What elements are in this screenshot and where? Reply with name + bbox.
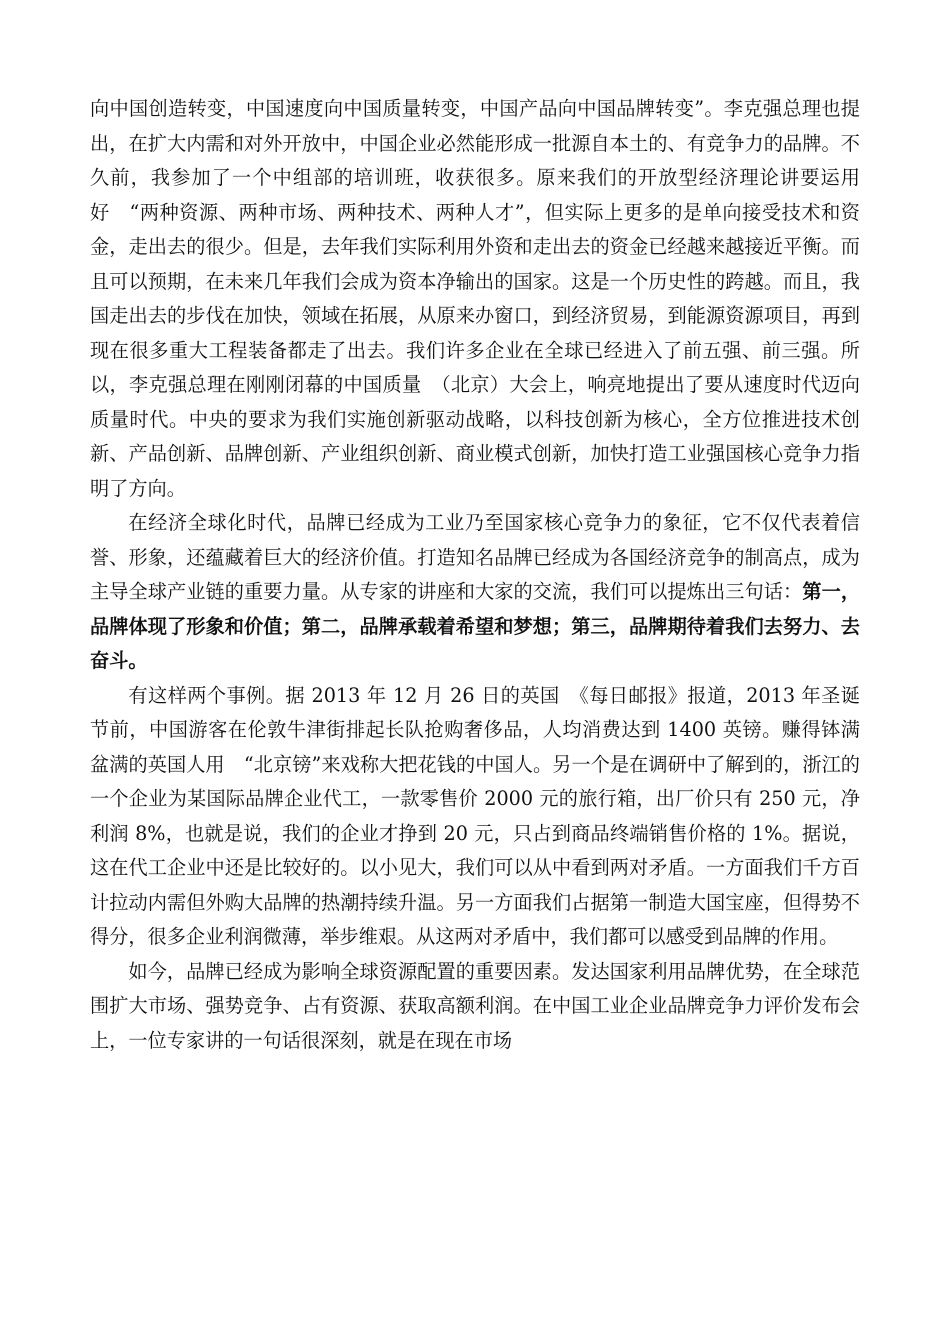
paragraph-4-text: 如今，品牌已经成为影响全球资源配置的重要因素。发达国家利用品牌优势，在全球范围扩大市场、强势竞争、占有资源、获取高额利润。在中国工业企业品牌竞争力评价发布会上，一位专家讲的一句话很深刻，就是在现在市场 [90, 959, 860, 1052]
paragraph-4 [90, 955, 860, 1059]
paragraph-2-text: 在经济全球化时代，品牌已经成为工业乃至国家核心竞争力的象征，它不仅代表着信誉、形象，还蕴藏着巨大的经济价值。打造知名品牌已经成为各国经济竞争的制高点，成为主导全球产业链的重要力量。从专家的讲座和大家的交流，我们可以提炼出三句话： [90, 511, 860, 603]
paragraph-3-text: 有这样两个事例。据 2013 年 12 月 26 日的英国 《每日邮报》报道，2013 年圣诞节前，中国游客在伦敦牛津街排起长队抢购奢侈品，人均消费达到 1400 英镑。赚得钵满盆满的英国人用 “北京镑”来戏称大把花钱的中国人。另一个是在调研中了解到的，浙江的一个企业为某国际品牌企业代工，一款零售价 2000 元的旅行箱，出厂价只有 250 元，净利润 8%，也就是说，我们的企业才挣到 20 元，只占到商品终端销售价格的 1%。据说，这在代工企业中还是比较好的。以小见大，我们可以从中看到两对矛盾。一方面我们千方百计拉动内需但外购大品牌的热潮持续升温。另一方面我们占据第一制造大国宝座，但得势不得分，很多企业利润微薄，举步维艰。从这两对矛盾中，我们都可以感受到品牌的作用。 [90, 683, 860, 948]
document-page [90, 92, 860, 1058]
paragraph-1 [90, 92, 860, 506]
paragraph-2-bold-text: 第一，品牌体现了形象和价值；第二，品牌承载着希望和梦想；第三，品牌期待着我们去努力、去奋斗。 [90, 580, 861, 672]
paragraph-2 [90, 506, 860, 679]
paragraph-3 [90, 679, 860, 955]
paragraph-1-text: 向中国创造转变，中国速度向中国质量转变，中国产品向中国品牌转变”。李克强总理也提出，在扩大内需和对外开放中，中国企业必然能形成一批源自本土的、有竞争力的品牌。不久前，我参加了一个中组部的培训班，收获很多。原来我们的开放型经济理论讲要运用好 “两种资源、两种市场、两种技术、两种人才”，但实际上更多的是单向接受技术和资金，走出去的很少。但是，去年我们实际利用外资和走出去的资金已经越来越接近平衡。而且可以预期，在未来几年我们会成为资本净输出的国家。这是一个历史性的跨越。而且，我国走出去的步伐在加快，领域在拓展，从原来办窗口，到经济贸易，到能源资源项目，再到现在很多重大工程装备都走了出去。我们许多企业在全球已经进入了前五强、前三强。所以，李克强总理在刚刚闭幕的中国质量 （北京）大会上，响亮地提出了要从速度时代迈向质量时代。中央的要求为我们实施创新驱动战略，以科技创新为核心，全方位推进技术创新、产品创新、品牌创新、产业组织创新、商业模式创新，加快打造工业强国核心竞争力指明了方向。 [90, 97, 860, 500]
